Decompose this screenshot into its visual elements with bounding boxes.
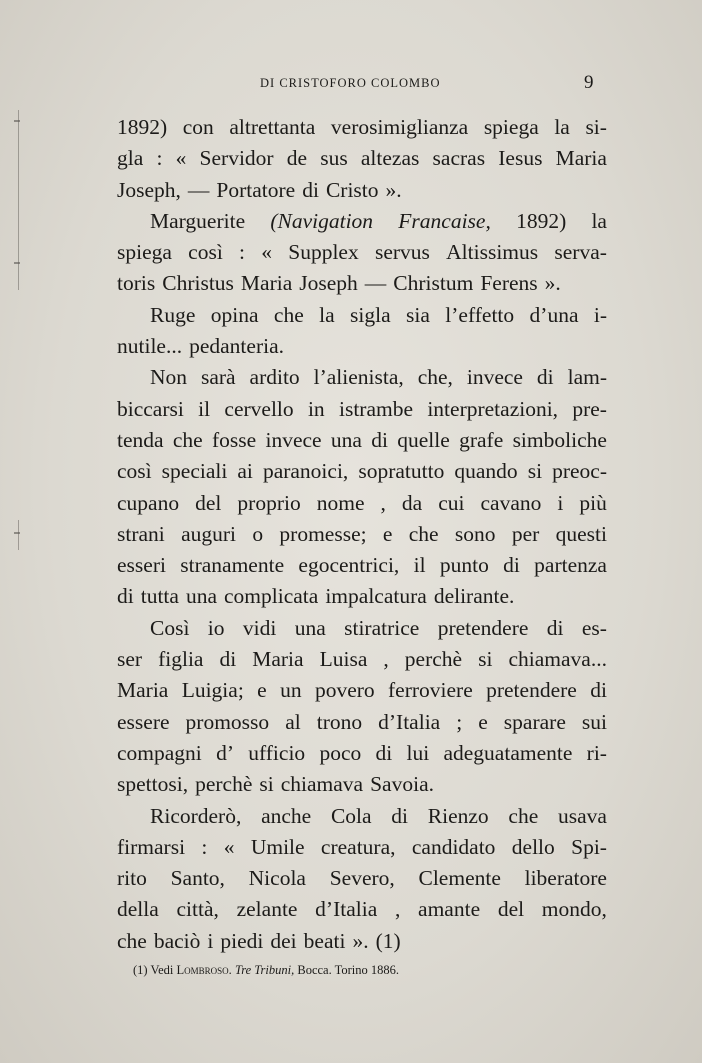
footnote-publisher: Bocca. Torino 1886. xyxy=(297,963,400,977)
gutter-tick xyxy=(14,120,20,122)
text-line: 1892) con altrettanta verosimiglianza spiega la si- xyxy=(117,115,607,139)
text-line: esseri stranamente egocentrici, il punto di partenza xyxy=(117,553,607,578)
paragraph xyxy=(117,613,607,801)
gutter-line xyxy=(18,520,19,550)
running-head: DI CRISTOFORO COLOMBO xyxy=(260,76,441,90)
footnote-title: Tre Tribuni, xyxy=(234,963,295,977)
text-line: strani auguri o promesse; e che sono per questi xyxy=(117,521,607,546)
text-line: così speciali ai paranoici, sopratutto quando si preoc- xyxy=(117,459,607,484)
text-line: di tutta una complicata impalcatura delirante. xyxy=(117,584,515,609)
body-text xyxy=(117,112,607,957)
text-line: compagni d’ ufficio poco di lui adeguatamente ri- xyxy=(117,740,607,765)
text-line: Maria Luigia; e un povero ferroviere pretendere di xyxy=(117,678,607,703)
paragraph xyxy=(117,362,607,612)
text-line: Ruge opina che la sigla sia l’effetto d’una i- xyxy=(150,302,607,327)
text-line: biccarsi il cervello in istrambe interpretazioni, pre- xyxy=(117,396,607,421)
text-line: firmarsi : « Umile creatura, candidato dello Spi- xyxy=(117,834,607,859)
text-line: Ricorderò, anche Cola di Rienzo che usava xyxy=(150,803,607,828)
text-line: nutile... pedanteria. xyxy=(117,334,284,359)
text-line: che baciò i piedi dei beati ». (1) xyxy=(117,928,401,953)
text-line: rito Santo, Nicola Severo, Clemente liberatore xyxy=(117,866,607,891)
text-line: spettosi, perchè si chiamava Savoia. xyxy=(117,772,434,797)
paragraph xyxy=(117,206,607,300)
text-line: essere promosso al trono d’Italia ; e sparare sui xyxy=(117,709,607,734)
gutter-tick xyxy=(14,532,20,534)
text-line: della città, zelante d’Italia , amante del mondo, xyxy=(117,897,607,922)
text-line: ser figlia di Maria Luisa , perchè si chiamava... xyxy=(117,647,607,672)
text-line: gla : « Servidor de sus altezas sacras Iesus Maria xyxy=(117,146,607,171)
footnote xyxy=(133,963,399,978)
text-line: tenda che fosse invece una di quelle grafe simboliche xyxy=(117,427,607,452)
paragraph xyxy=(117,300,607,363)
page-header xyxy=(0,72,702,96)
text-line: cupano del proprio nome , da cui cavano i più xyxy=(117,490,607,515)
gutter-tick xyxy=(14,262,20,264)
footnote-author: Lombroso. xyxy=(176,963,232,977)
footnote-marker: (1) xyxy=(133,963,148,977)
text-line: Così io vidi una stiratrice pretendere di es- xyxy=(150,615,607,640)
text-line: spiega così : « Supplex servus Altissimus serva- xyxy=(117,240,607,265)
paragraph xyxy=(117,112,607,206)
footnote-lead: Vedi xyxy=(150,963,174,977)
text-line: toris Christus Maria Joseph — Christum Ferens ». xyxy=(117,271,561,296)
text-line: Marguerite (Navigation Francaise, 1892) la xyxy=(150,208,607,233)
paragraph xyxy=(117,801,607,957)
page-number: 9 xyxy=(584,72,594,93)
text-line: Non sarà ardito l’alienista, che, invece di lam- xyxy=(150,365,607,390)
text-line: Joseph, — Portatore di Cristo ». xyxy=(117,177,402,202)
